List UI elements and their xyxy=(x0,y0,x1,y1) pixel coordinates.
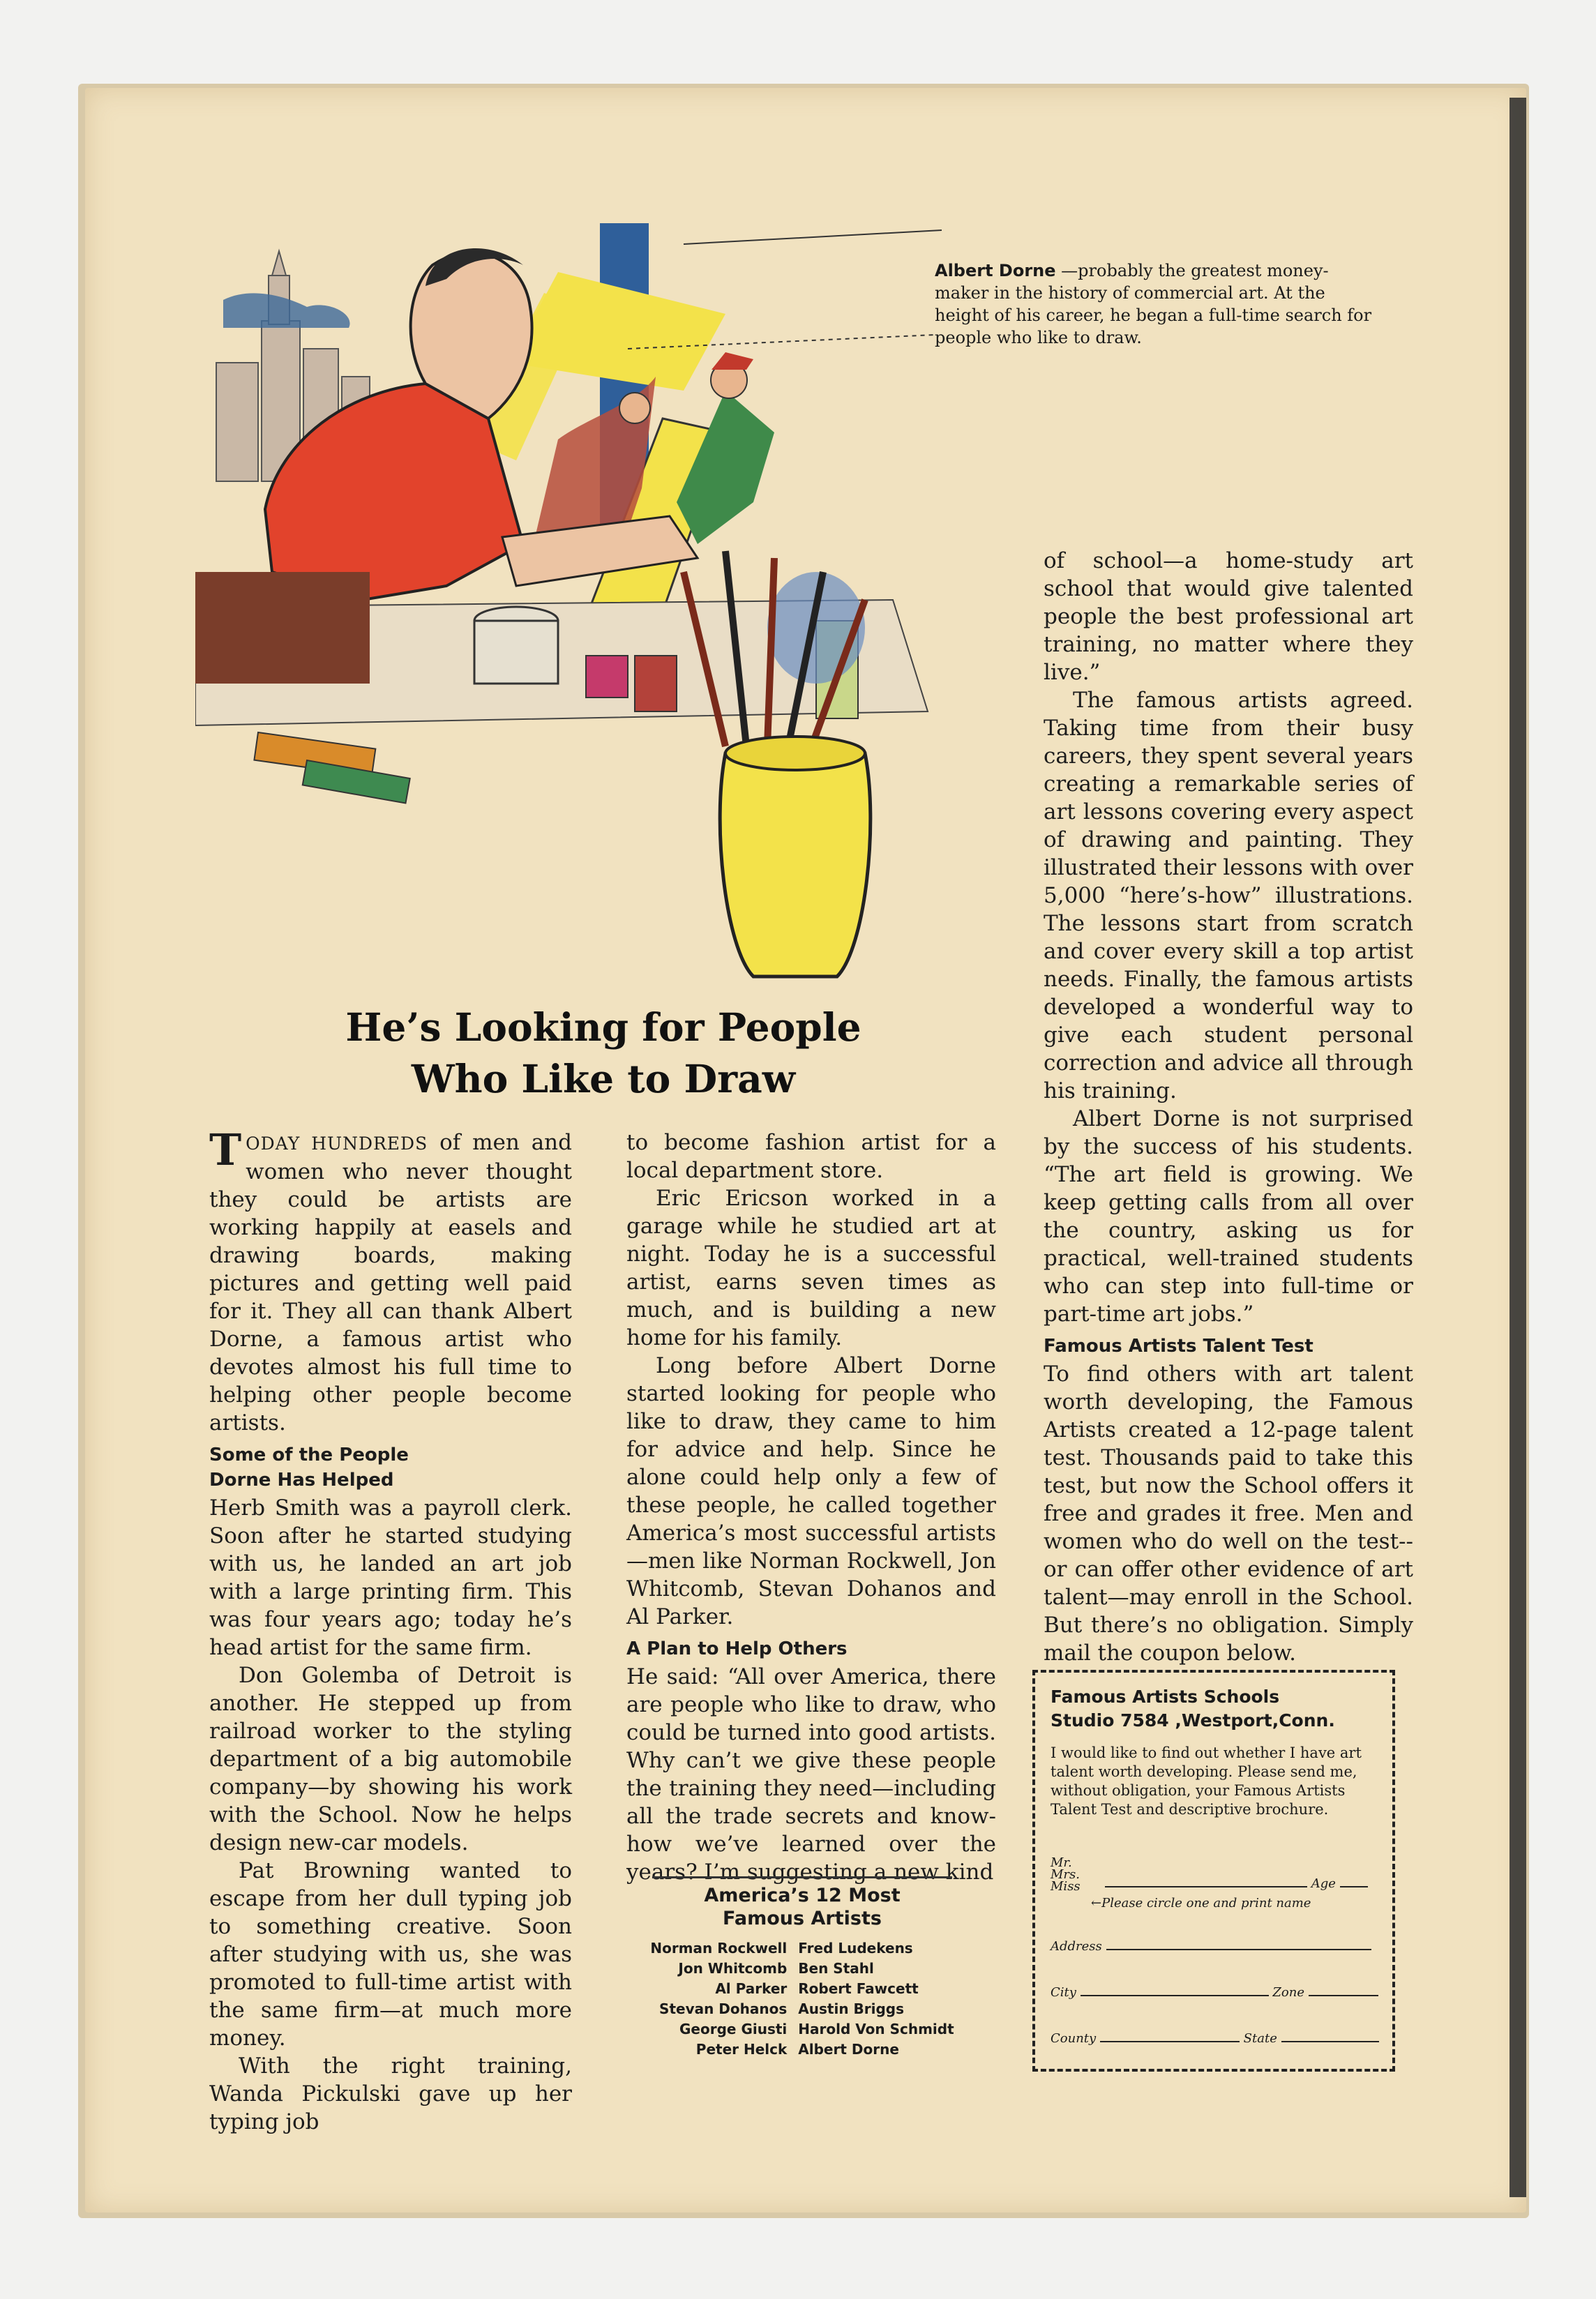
age-blank[interactable] xyxy=(1340,1886,1368,1887)
article-column-3 xyxy=(1044,547,1413,1667)
article-column-2 xyxy=(626,1129,996,1886)
circle-note xyxy=(1091,1896,1311,1910)
lead-caps: ODAY HUNDREDS xyxy=(246,1133,428,1154)
artist-name: Harold Von Schmidt xyxy=(798,2021,954,2037)
county-blank[interactable] xyxy=(1100,2041,1240,2042)
zone-label: Zone xyxy=(1272,1985,1304,2000)
headline-line-2: Who Like to Draw xyxy=(411,1056,796,1101)
arrow-left-icon: ← xyxy=(1091,1896,1102,1910)
heading-line-1: Some of the People xyxy=(209,1445,409,1465)
headline-line-1: He’s Looking for People xyxy=(345,1004,861,1050)
artist-name: Stevan Dohanos xyxy=(659,2000,788,2017)
artist-name: Albert Dorne xyxy=(798,2041,899,2058)
article-column-1 xyxy=(209,1124,572,2136)
address-label: Address xyxy=(1051,1939,1102,1954)
table-row xyxy=(645,1999,959,2019)
artists-table xyxy=(645,1938,959,2060)
city-zone-field[interactable] xyxy=(1051,1985,1378,2000)
paragraph: With the right training, Wanda Pickulski gave up her typing job xyxy=(209,2053,572,2134)
chair-image xyxy=(195,572,370,684)
artist-name: Al Parker xyxy=(715,1980,788,1997)
paragraph: Albert Dorne is not surprised by the success of his students. “The art field is growing. We keep getting calls from all over the country, asking us for practical, well-trained students who can step into full-time or part-time art jobs.” xyxy=(1044,1106,1413,1327)
table-row xyxy=(645,2019,959,2040)
heading-line-2: Dorne Has Helped xyxy=(209,1470,394,1491)
table-row xyxy=(645,2040,959,2060)
paragraph: of school—a home-study art school that would give talented people the best professional art training, no matter where they live.” xyxy=(1044,548,1413,685)
age-label: Age xyxy=(1311,1876,1336,1891)
famous-artists-list xyxy=(600,1876,1004,2060)
paragraph: Eric Ericson worked in a garage while he studied art at night. Today he is a successful artist, earns seven times as much, and is building a new home for his family. xyxy=(626,1186,996,1350)
artist-name: Ben Stahl xyxy=(798,1960,874,1977)
name-field[interactable] xyxy=(1105,1876,1370,1891)
mr-option[interactable]: Mr. xyxy=(1051,1855,1072,1870)
paragraph: Herb Smith was a payroll clerk. Soon after he started studying with us, he landed an art job with a large printing firm. This was four years ago; today he’s head artist for the same firm. xyxy=(209,1495,572,1660)
paragraph: The famous artists agreed. Taking time from their busy careers, they spent several years creating a remarkable series of art lessons covering every aspect of drawing and painting. They illustrated their lessons with over 5,000 “here’s-how” illustrations. The lessons start from scratch and cover every skill a top artist needs. Finally, the famous artists developed a wonderful way to give each student personal correction and advice all through his training. xyxy=(1044,688,1413,1103)
section-heading-helped xyxy=(209,1441,572,1494)
table-row xyxy=(645,1979,959,1999)
paragraph: He said: “All over America, there are people who like to draw, who could be turned into good artists. Why can’t we give these people the training they need—including all the trade secrets and know-how we’ve learned over the years? I’m suggesting a new kind xyxy=(626,1664,996,1885)
title-options xyxy=(1051,1855,1081,1894)
page-edge xyxy=(1510,98,1526,2197)
address-blank[interactable] xyxy=(1106,1949,1371,1950)
artist-name: Austin Briggs xyxy=(798,2000,905,2017)
miss-option[interactable]: Miss xyxy=(1051,1879,1081,1894)
drop-cap: T xyxy=(209,1124,242,1175)
table-row xyxy=(645,1938,959,1959)
state-blank[interactable] xyxy=(1281,2041,1379,2042)
coupon-studio: Studio 7584 ,Westport,Conn. xyxy=(1051,1710,1335,1731)
artist-name: Robert Fawcett xyxy=(798,1980,919,1997)
intro-paragraph xyxy=(209,1124,572,1437)
artists-title-2: Famous Artists xyxy=(723,1908,882,1929)
headline xyxy=(251,1002,956,1105)
artist-name: Fred Ludekens xyxy=(798,1940,913,1957)
caption-name: Albert Dorne xyxy=(935,261,1056,280)
zone-blank[interactable] xyxy=(1309,1995,1378,1996)
photo-caption xyxy=(935,259,1381,349)
state-label: State xyxy=(1243,2031,1277,2046)
artist-name: Peter Helck xyxy=(695,2041,788,2058)
city-label: City xyxy=(1051,1985,1076,2000)
mail-in-coupon[interactable] xyxy=(1032,1670,1395,2072)
mrs-option[interactable]: Mrs. xyxy=(1051,1867,1080,1882)
caption-text: —probably the greatest money-maker in the history of commercial art. At the height of his career, he began a full-time search for people who like to draw. xyxy=(935,261,1372,347)
paragraph: Don Golemba of Detroit is another. He stepped up from railroad worker to the styling department of a big automobile company—by showing his work with the School. Now he helps design new-car models. xyxy=(209,1663,572,1855)
section-heading-plan: A Plan to Help Others xyxy=(626,1638,848,1659)
artist-illustration xyxy=(195,209,1011,990)
paragraph: Pat Browning wanted to escape from her dull typing job to something creative. Soon after studying with us, she was promoted to full-time artist with the same firm—at much more money. xyxy=(209,1858,572,2051)
artists-title-1: America’s 12 Most xyxy=(704,1885,901,1906)
artist-name: Jon Whitcomb xyxy=(678,1960,788,1977)
circle-note-text: Please circle one and print name xyxy=(1101,1896,1311,1910)
coupon-school: Famous Artists Schools xyxy=(1051,1687,1280,1707)
paragraph: Long before Albert Dorne started looking for people who like to draw, they came to him for advice and help. Since he alone could help only a few of these people, he called together America’s most successful artists—men like Norman Rockwell, Jon Whitcomb, Stevan Dohanos and Al Parker. xyxy=(626,1353,996,1629)
address-field[interactable] xyxy=(1051,1939,1371,1954)
county-state-field[interactable] xyxy=(1051,2031,1379,2046)
paragraph: to become fashion artist for a local department store. xyxy=(626,1130,996,1183)
artist-name: Norman Rockwell xyxy=(650,1940,788,1957)
table-row xyxy=(645,1959,959,1979)
intro-text: of men and women who never thought they could be artists are working happily at easels and drawing boards, making pictures and getting well paid for it. They all can thank Albert Dorne, a famous artist who devotes almost his full time to helping other people become artists. xyxy=(209,1130,572,1435)
artist-name: George Giusti xyxy=(679,2021,788,2037)
paragraph: To find others with art talent worth developing, the Famous Artists created a 12-page talent test. Thousands paid to take this test, but now the School offers it free and grades it free. Men and women who do well on the test--or can offer other evidence of art talent—may enroll in the School. But there’s no obligation. Simply mail the coupon below. xyxy=(1044,1362,1413,1666)
city-blank[interactable] xyxy=(1081,1995,1269,1996)
county-label: County xyxy=(1051,2031,1097,2046)
section-heading-talent-test: Famous Artists Talent Test xyxy=(1044,1336,1313,1357)
coupon-body: I would like to find out whether I have art talent worth developing. Please send me, without obligation, your Famous Artists Talent Test and descriptive brochure. xyxy=(1051,1744,1362,1818)
name-blank[interactable] xyxy=(1105,1886,1307,1887)
divider xyxy=(652,1876,952,1878)
